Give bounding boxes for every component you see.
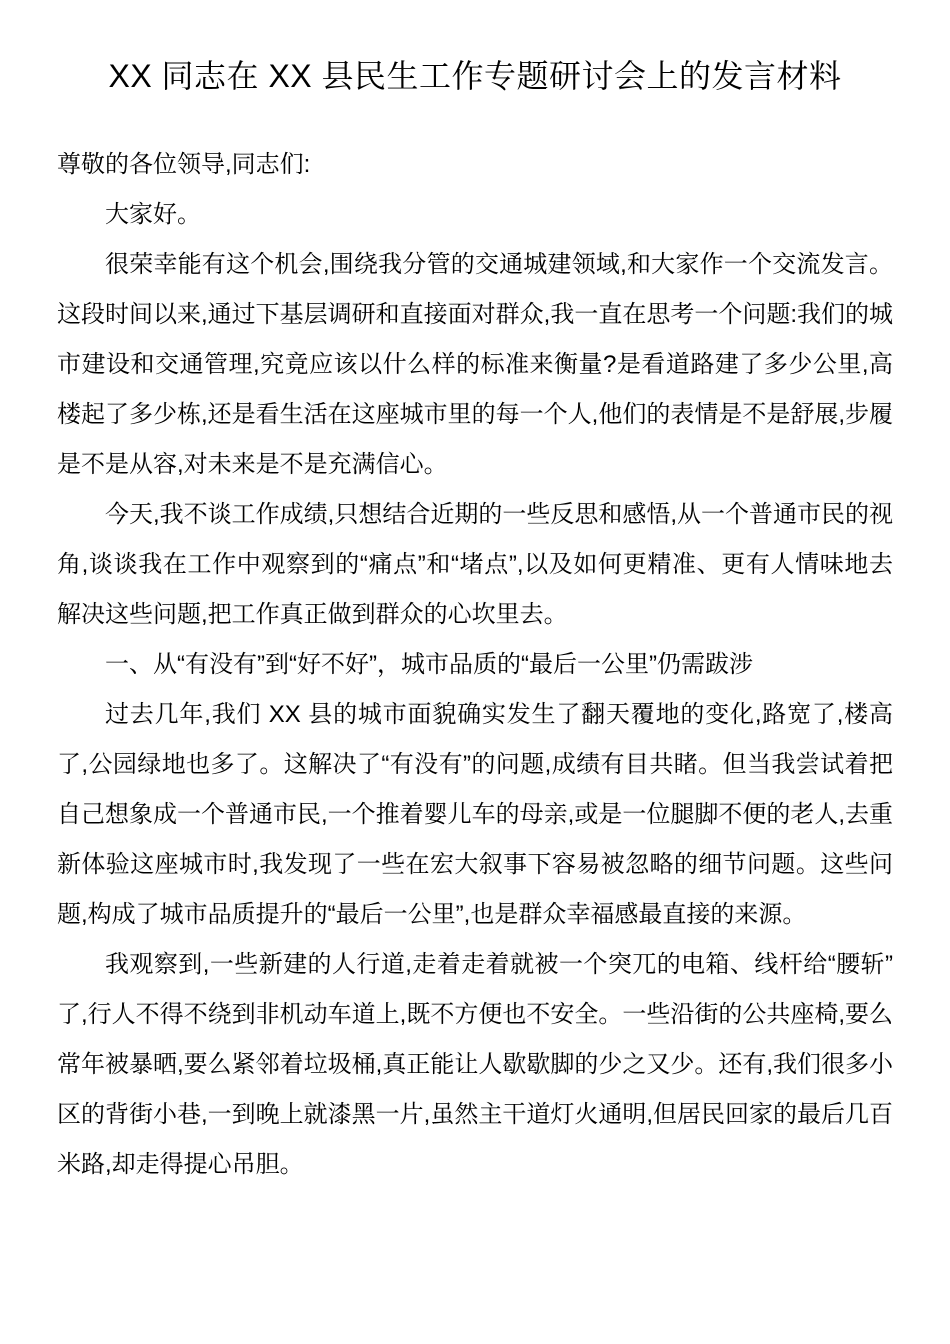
body-paragraph: 过去几年,我们 XX 县的城市面貌确实发生了翻天覆地的变化,路宽了,楼高了,公园绿地也多了。这解决了“有没有”的问题,成绩有目共睹。但当我尝试着把自己想象成一个普通市民,一个推着婴儿车的母亲,或是一位腿脚不便的老人,去重新体验这座城市时,我发现了一些在宏大叙事下容易被忽略的细节问题。这些问题,构成了城市品质提升的“最后一公里”,也是群众幸福感最直接的来源。 bbox=[57, 701, 894, 928]
body-paragraph: 很荣幸能有这个机会,围绕我分管的交通城建领域,和大家作一个交流发言。这段时间以来,通过下基层调研和直接面对群众,我一直在思考一个问题:我们的城市建设和交通管理,究竟应该以什么样的标准来衡量?是看道路建了多少公里,高楼起了多少栋,还是看生活在这座城市里的每一个人,他们的表情是不是舒展,步履是不是从容,对未来是不是充满信心。 bbox=[57, 251, 894, 478]
body-paragraph: 我观察到,一些新建的人行道,走着走着就被一个突兀的电箱、线杆给“腰斩”了,行人不得不绕到非机动车道上,既不方便也不安全。一些沿街的公共座椅,要么常年被暴晒,要么紧邻着垃圾桶,真正能让人歇歇脚的少之又少。还有,我们很多小区的背街小巷,一到晚上就漆黑一片,虽然主干道灯火通明,但居民回家的最后几百米路,却走得提心吊胆。 bbox=[57, 951, 894, 1178]
body-paragraph: 今天,我不谈工作成绩,只想结合近期的一些反思和感悟,从一个普通市民的视角,谈谈我在工作中观察到的“痛点”和“堵点”,以及如何更精准、更有人情味地去解决这些问题,把工作真正做到群众的心坎里去。 bbox=[57, 501, 894, 628]
section-heading: 一、从“有没有”到“好不好”，城市品质的“最后一公里”仍需跋涉 bbox=[105, 651, 753, 678]
document-title: XX 同志在 XX 县民生工作专题研讨会上的发言材料 bbox=[108, 58, 842, 94]
body-paragraph: 大家好。 bbox=[105, 201, 201, 228]
salutation-line: 尊敬的各位领导,同志们: bbox=[57, 151, 311, 178]
